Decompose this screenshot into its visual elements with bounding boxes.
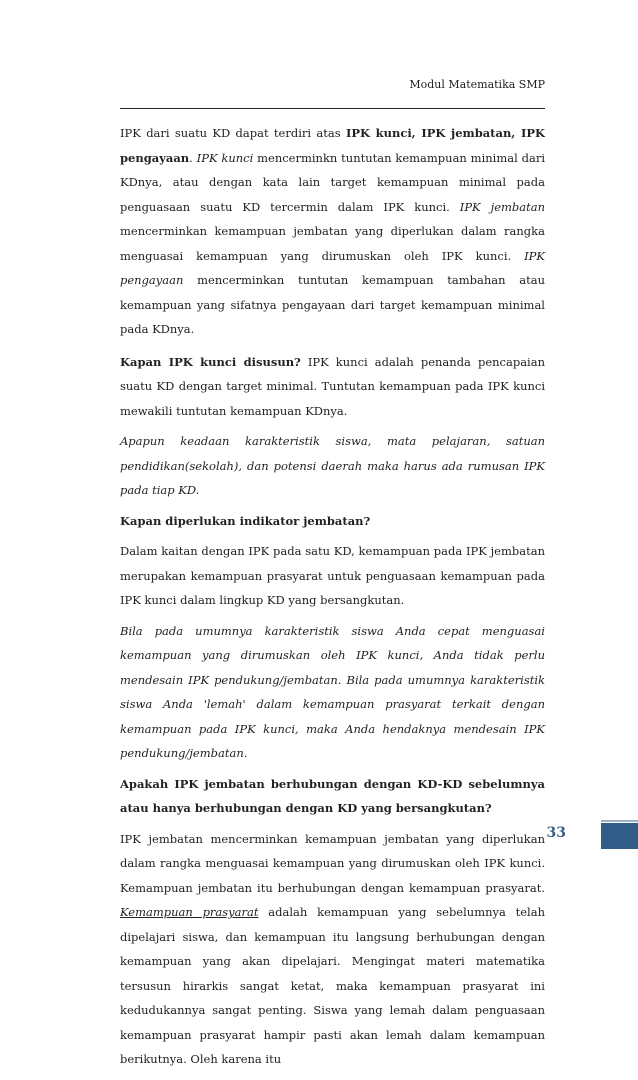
page-number: 33 <box>546 825 566 841</box>
heading-indikator-jembatan: Kapan diperlukan indikator jembatan? <box>120 513 371 528</box>
running-header: Modul Matematika SMP <box>409 78 545 91</box>
paragraph-note-karakteristik-siswa: Bila pada umumnya karakteristik siswa Anda cepat menguasai kemampuan yang dirumuskan oleh IPK kunci, Anda tidak perlu mendesain IPK pendukung/jembatan. Bila pada umumnya karakteristik siswa Anda 'lemah' dalam kemampuan prasyarat terkait dengan kemampuan pada IPK kunci, maka Anda hendaknya mendesain IPK pendukung/jembatan. <box>120 623 545 760</box>
page-tab-accent <box>601 820 638 822</box>
paragraph-note-ipk-per-kd: Apapun keadaan karakteristik siswa, mata pelajaran, satuan pendidikan(sekolah), dan potensi daerah maka harus ada rumusan IPK pada tiap KD. <box>120 434 545 497</box>
paragraph-kemampuan-prasyarat: IPK jembatan mencerminkan kemampuan jembatan yang diperlukan dalam rangka menguasai kemampuan yang dirumuskan oleh IPK kunci. Kemampuan jembatan itu berhubungan dengan kemampuan prasyarat. Kemampuan prasyarat adalah kemampuan yang sebelumnya telah dipelajari siswa, dan kemampuan itu langsung berhubungan dengan kemampuan yang akan dipelajari. Mengingat materi matematika tersusun hirarkis sangat ketat, maka kemampuan prasyarat ini kedudukannya sangat penting. Siswa yang lemah dalam penguasaan kemampuan prasyarat hampir pasti akan lemah dalam kemampuan berikutnya. Oleh karena itu <box>120 831 546 1066</box>
page-content <box>120 121 545 1080</box>
heading-ipk-jembatan-kd: Apakah IPK jembatan berhubungan dengan KD-KD sebelumnya atau hanya berhubungan dengan KD yang bersangkutan? <box>120 776 545 815</box>
paragraph-ipk-types: IPK dari suatu KD dapat terdiri atas IPK kunci, IPK jembatan, IPK pengayaan. IPK kunci mencerminkn tuntutan kemampuan minimal dari KDnya, atau dengan kata lain target kemampuan minimal pada penguasaan suatu KD tercermin dalam IPK kunci. IPK jembatan mencerminkan kemampuan jembatan yang diperlukan dalam rangka menguasai kemampuan yang dirumuskan oleh IPK kunci. IPK pengayaan mencerminkan tuntutan kemampuan tambahan atau kemampuan yang sifatnya pengayaan dari target kemampuan minimal pada KDnya. <box>120 126 546 336</box>
paragraph-kapan-ipk-kunci: Kapan IPK kunci disusun? IPK kunci adalah penanda pencapaian suatu KD dengan target minimal. Tuntutan kemampuan pada IPK kunci mewakili tuntutan kemampuan KDnya. <box>120 354 546 418</box>
header-rule <box>120 108 545 109</box>
paragraph-kaitan-ipk: Dalam kaitan dengan IPK pada satu KD, kemampuan pada IPK jembatan merupakan kemampuan prasyarat untuk penguasaan kemampuan pada IPK kunci dalam lingkup KD yang bersangkutan. <box>120 544 545 607</box>
page-tab-marker <box>601 823 638 849</box>
